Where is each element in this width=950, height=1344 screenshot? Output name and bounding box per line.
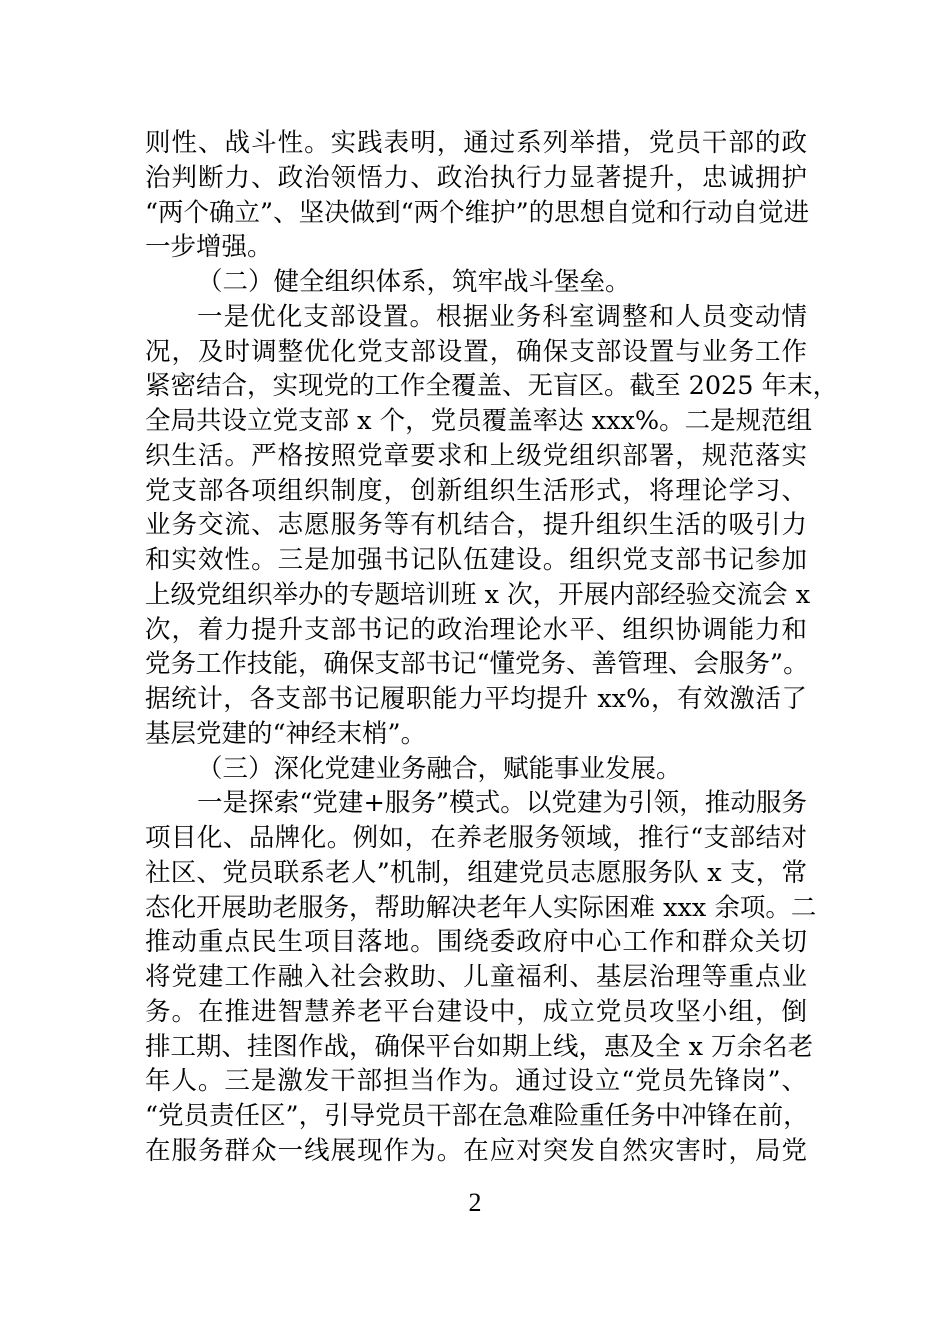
text-line: 年人。三是激发干部担当作为。通过设立“党员先锋岗”、 xyxy=(145,1066,807,1097)
text-line: 党支部各项组织制度，创新组织生活形式，将理论学习、 xyxy=(145,475,807,506)
text-line: 推动重点民生项目落地。围绕委政府中心工作和群众关切 xyxy=(145,927,807,958)
text-line: 务。在推进智慧养老平台建设中，成立党员攻坚小组，倒 xyxy=(145,996,807,1027)
text-line: （二）健全组织体系，筑牢战斗堡垒。 xyxy=(197,267,631,297)
text-line: 一步增强。 xyxy=(145,232,273,263)
text-line: 治判断力、政治领悟力、政治执行力显著提升，忠诚拥护 xyxy=(145,162,807,193)
text-line: （三）深化党建业务融合，赋能事业发展。 xyxy=(197,753,682,784)
text-line: 一是优化支部设置。根据业务科室调整和人员变动情 xyxy=(197,301,807,332)
text-line: 态化开展助老服务，帮助解决老年人实际困难 xxx 余项。二 xyxy=(145,892,817,923)
text-line: 据统计，各支部书记履职能力平均提升 xx%，有效激活了 xyxy=(145,684,807,714)
text-line: “党员责任区”，引导党员干部在急难险重任务中冲锋在前， xyxy=(145,1101,809,1131)
page-number: 2 xyxy=(468,1188,482,1217)
text-line: 业务交流、志愿服务等有机结合，提升组织生活的吸引力 xyxy=(145,510,807,541)
text-line: 排工期、挂图作战，确保平台如期上线，惠及全 x 万余名老 xyxy=(145,1031,814,1062)
text-line: 次，着力提升支部书记的政治理论水平、组织协调能力和 xyxy=(145,614,807,645)
text-line: 将党建工作融入社会救助、儿童福利、基层治理等重点业 xyxy=(145,962,807,992)
text-line: 紧密结合，实现党的工作全覆盖、无盲区。截至 2025 年末， xyxy=(145,371,839,402)
text-line: 则性、战斗性。实践表明，通过系列举措，党员干部的政 xyxy=(145,128,807,158)
text-line: 项目化、品牌化。例如，在养老服务领域，推行“支部结对 xyxy=(145,823,807,853)
text-line: 一是探索“党建+服务”模式。以党建为引领，推动服务 xyxy=(197,788,807,819)
text-line: 党务工作技能，确保支部书记“懂党务、善管理、会服务”。 xyxy=(145,649,809,680)
text-line: 况，及时调整优化党支部设置，确保支部设置与业务工作 xyxy=(145,336,807,367)
text-line: 上级党组织举办的专题培训班 x 次，开展内部经验交流会 x xyxy=(145,579,811,610)
body-text xyxy=(145,126,839,1169)
text-line: 社区、党员联系老人”机制，组建党员志愿服务队 x 支，常 xyxy=(145,857,807,888)
text-line: 和实效性。三是加强书记队伍建设。组织党支部书记参加 xyxy=(145,545,807,575)
text-line: 全局共设立党支部 x 个，党员覆盖率达 xxx%。二是规范组 xyxy=(145,406,813,436)
text-line: 在服务群众一线展现作为。在应对突发自然灾害时，局党 xyxy=(145,1135,807,1166)
text-line: 织生活。严格按照党章要求和上级党组织部署，规范落实 xyxy=(145,440,807,471)
text-line: 基层党建的“神经末梢”。 xyxy=(145,718,427,749)
text-line: “两个确立”、坚决做到“两个维护”的思想自觉和行动自觉进 xyxy=(145,197,810,228)
